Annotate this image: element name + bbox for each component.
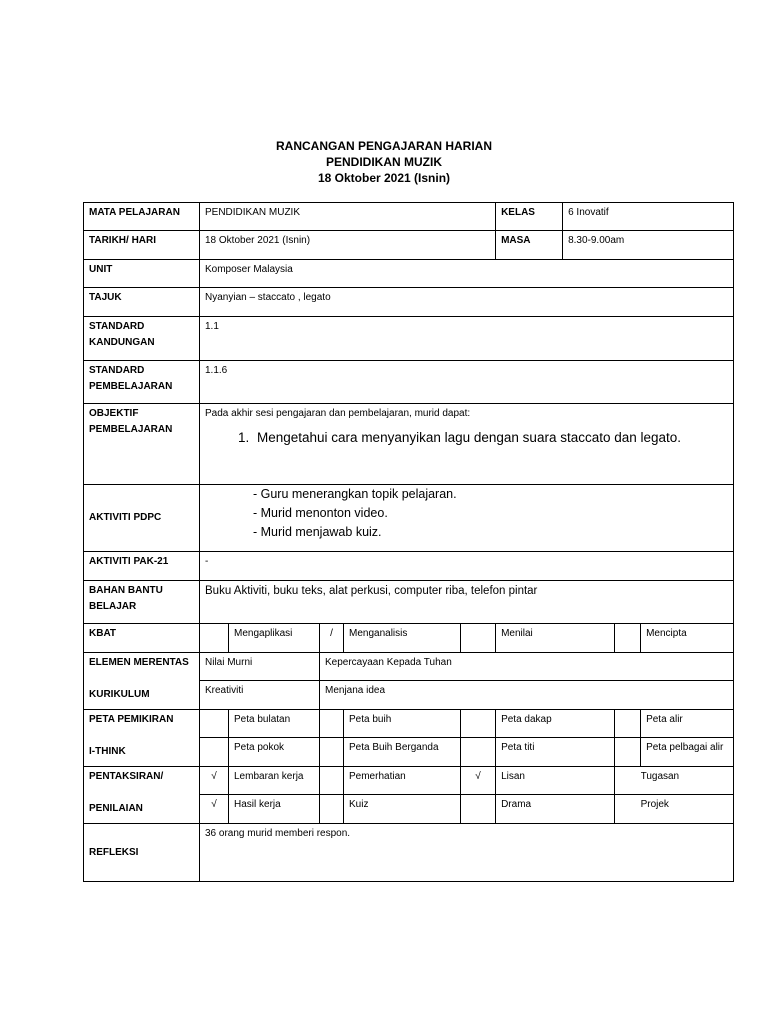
elemen-detail: Kepercayaan Kepada Tuhan [320,653,734,681]
objektif-list [205,428,728,448]
pentaksiran-option: Drama [496,795,615,824]
row-objektif [84,404,734,485]
peta-mark [461,710,496,738]
row-bahan-bantu [84,581,734,624]
peta-option: Peta titi [496,738,615,767]
value-aktiviti-pak21: - [200,552,734,581]
value-standard-kandungan: 1.1 [200,317,734,361]
pentaksiran-option: Tugasan [641,767,734,795]
row-standard-pembelajaran [84,361,734,404]
aktiviti-item: - Guru menerangkan topik pelajaran. [253,487,457,501]
pentaksiran-mark [615,795,641,824]
pentaksiran-option: Lisan [496,767,615,795]
pentaksiran-mark: √ [461,767,496,795]
header-date: 18 Oktober 2021 (Isnin) [317,171,451,185]
value-aktiviti-pdpc [200,485,734,552]
row-unit [84,260,734,288]
value-tarikh: 18 Oktober 2021 (Isnin) [200,231,496,260]
row-aktiviti-pak21 [84,552,734,581]
label-tajuk: TAJUK [84,288,200,317]
kbat-option: Menilai [496,624,615,653]
objektif-intro: Pada akhir sesi pengajaran dan pembelajaran, murid dapat: [205,408,471,419]
label-aktiviti-pdpc: AKTIVITI PDPC [84,485,200,552]
elemen-name: Kreativiti [200,681,320,710]
label-refleksi: REFLEKSI [84,824,200,882]
row-elemen-merentas-1 [84,653,734,681]
aktiviti-item: - Murid menonton video. [253,506,388,520]
value-tajuk: Nyanyian – staccato , legato [200,288,734,317]
pentaksiran-mark [320,795,344,824]
header-subject: PENDIDIKAN MUZIK [326,155,442,169]
peta-option: Peta pelbagai alir [641,738,734,767]
label-peta-pemikiran: PETA PEMIKIRAN I-THINK [84,710,200,767]
pentaksiran-option: Projek [641,795,734,824]
label-mata-pelajaran: MATA PELAJARAN [84,203,200,231]
row-pentaksiran-1 [84,767,734,795]
pentaksiran-option: Kuiz [344,795,461,824]
peta-mark [320,710,344,738]
row-tajuk [84,288,734,317]
peta-mark [200,710,229,738]
label-kelas: KELAS [496,203,563,231]
kbat-option: Mencipta [641,624,734,653]
row-tarikh [84,231,734,260]
pentaksiran-mark: √ [200,795,229,824]
kbat-mark [461,624,496,653]
peta-mark [200,738,229,767]
label-standard-pembelajaran: STANDARD PEMBELAJARAN [84,361,200,404]
label-bahan-bantu: BAHAN BANTU BELAJAR [84,581,200,624]
label-kbat: KBAT [84,624,200,653]
row-standard-kandungan [84,317,734,361]
value-kelas: 6 Inovatif [563,203,734,231]
value-bahan-bantu: Buku Aktiviti, buku teks, alat perkusi, computer riba, telefon pintar [200,581,734,624]
label-masa: MASA [496,231,563,260]
kbat-option: Mengaplikasi [229,624,320,653]
value-refleksi: 36 orang murid memberi respon. [200,824,734,882]
elemen-detail: Menjana idea [320,681,734,710]
label-tarikh: TARIKH/ HARI [84,231,200,260]
pentaksiran-option: Pemerhatian [344,767,461,795]
pentaksiran-option: Hasil kerja [229,795,320,824]
peta-option: Peta Buih Berganda [344,738,461,767]
elemen-name: Nilai Murni [200,653,320,681]
peta-mark [320,738,344,767]
kbat-option: Menganalisis [344,624,461,653]
pentaksiran-mark [615,767,641,795]
row-mata-pelajaran [84,203,734,231]
pentaksiran-option: Lembaran kerja [229,767,320,795]
kbat-mark [615,624,641,653]
peta-option: Peta buih [344,710,461,738]
row-aktiviti-pdpc [84,485,734,552]
aktiviti-list [205,485,728,542]
pentaksiran-mark: √ [200,767,229,795]
row-peta-1 [84,710,734,738]
peta-option: Peta alir [641,710,734,738]
kbat-mark: / [320,624,344,653]
aktiviti-item: - Murid menjawab kuiz. [253,525,382,539]
value-masa: 8.30-9.00am [563,231,734,260]
row-kbat [84,624,734,653]
row-refleksi [84,824,734,882]
peta-mark [461,738,496,767]
label-objektif: OBJEKTIF PEMBELAJARAN [84,404,200,485]
label-elemen-merentas: ELEMEN MERENTAS KURIKULUM [84,653,200,710]
label-unit: UNIT [84,260,200,288]
lesson-plan-table [83,202,734,882]
pentaksiran-mark [320,767,344,795]
peta-option: Peta pokok [229,738,320,767]
peta-option: Peta dakap [496,710,615,738]
value-standard-pembelajaran: 1.1.6 [200,361,734,404]
label-aktiviti-pak21: AKTIVITI PAK-21 [84,552,200,581]
header-title: RANCANGAN PENGAJARAN HARIAN [275,139,492,153]
label-standard-kandungan: STANDARD KANDUNGAN [84,317,200,361]
objektif-item: 1. Mengetahui cara menyanyikan lagu dengan suara staccato dan legato. [253,428,728,448]
peta-mark [615,710,641,738]
value-objektif [200,404,734,485]
value-unit: Komposer Malaysia [200,260,734,288]
peta-mark [615,738,641,767]
document-header [0,138,768,186]
kbat-mark [200,624,229,653]
label-pentaksiran: PENTAKSIRAN/ PENILAIAN [84,767,200,824]
pentaksiran-mark [461,795,496,824]
value-mata-pelajaran: PENDIDIKAN MUZIK [200,203,496,231]
peta-option: Peta bulatan [229,710,320,738]
